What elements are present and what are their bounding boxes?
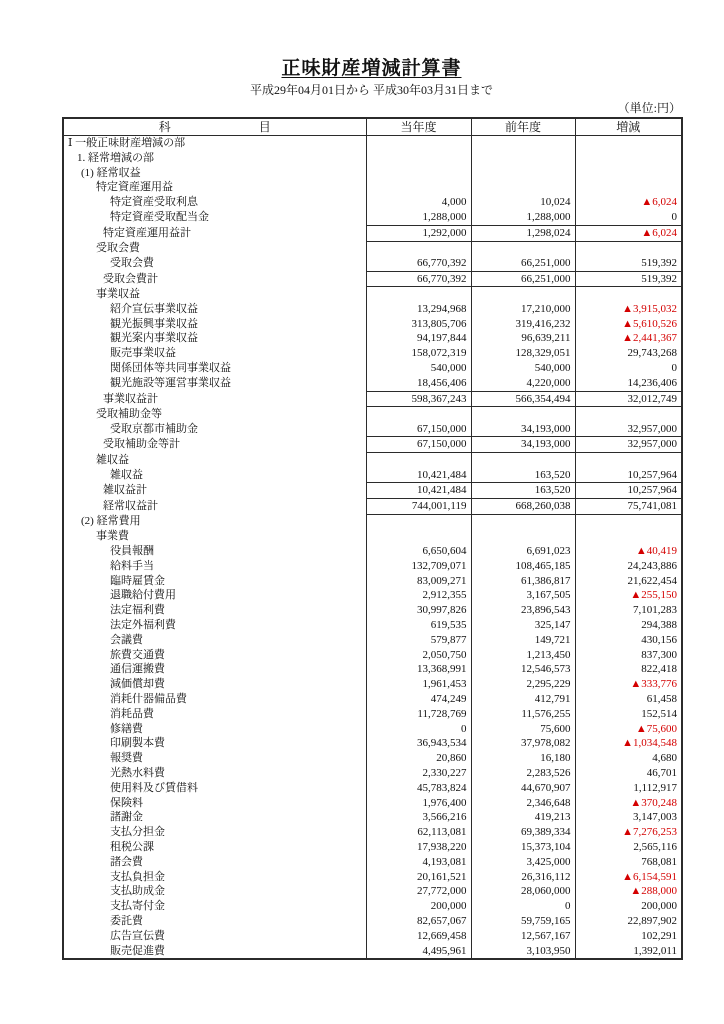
table-row — [63, 840, 682, 855]
table-row — [63, 648, 682, 663]
cell-previous: 28,060,000 — [471, 884, 575, 899]
page-title: 正味財産増減計算書 — [281, 58, 462, 79]
cell-change: 519,392 — [575, 256, 682, 271]
cell-current: 474,249 — [366, 692, 471, 707]
cell-change: 0 — [575, 361, 682, 376]
cell-previous — [471, 529, 575, 544]
table-row — [63, 256, 682, 271]
cell-current: 158,072,319 — [366, 346, 471, 361]
cell-current: 10,421,484 — [366, 468, 471, 483]
cell-change: 10,257,964 — [575, 468, 682, 483]
cell-current: 4,193,081 — [366, 855, 471, 870]
cell-change — [575, 180, 682, 195]
cell-current: 540,000 — [366, 361, 471, 376]
cell-current: 62,113,081 — [366, 825, 471, 840]
cell-current: 6,650,604 — [366, 544, 471, 559]
table-row — [63, 559, 682, 574]
row-label: 紹介宣伝事業収益 — [110, 302, 198, 315]
cell-previous: 61,386,817 — [471, 574, 575, 589]
table-row — [63, 677, 682, 692]
table-row — [63, 151, 682, 166]
row-label: 保険料 — [110, 796, 143, 809]
cell-change: 29,743,268 — [575, 346, 682, 361]
table-row — [63, 810, 682, 825]
cell-change: 7,101,283 — [575, 603, 682, 618]
cell-change: ▲6,154,591 — [575, 870, 682, 885]
table-row — [63, 407, 682, 422]
cell-current: 45,783,824 — [366, 781, 471, 796]
row-label: 租税公課 — [110, 840, 154, 853]
cell-previous: 419,213 — [471, 810, 575, 825]
cell-change: 1,392,011 — [575, 944, 682, 960]
cell-change: 32,957,000 — [575, 437, 682, 453]
row-label: 受取会費 — [96, 242, 140, 255]
table-row — [63, 483, 682, 499]
cell-previous: 2,346,648 — [471, 796, 575, 811]
cell-change: 519,392 — [575, 271, 682, 287]
cell-previous: 108,465,185 — [471, 559, 575, 574]
header-item-right: 目 — [258, 119, 271, 134]
table-row — [63, 391, 682, 407]
cell-current: 67,150,000 — [366, 422, 471, 437]
table-body — [63, 135, 682, 959]
table-row — [63, 692, 682, 707]
table-row — [63, 766, 682, 781]
cell-current — [366, 514, 471, 529]
cell-current: 20,161,521 — [366, 870, 471, 885]
cell-change: ▲370,248 — [575, 796, 682, 811]
column-header-item — [63, 118, 366, 136]
table-row — [63, 855, 682, 870]
cell-current: 3,566,216 — [366, 810, 471, 825]
row-label: 特定資産運用益 — [96, 181, 173, 194]
table-row — [63, 574, 682, 589]
table-row — [63, 722, 682, 737]
cell-current: 1,961,453 — [366, 677, 471, 692]
table-row — [63, 662, 682, 677]
cell-previous: 37,978,082 — [471, 736, 575, 751]
cell-previous — [471, 151, 575, 166]
cell-change — [575, 514, 682, 529]
cell-previous: 566,354,494 — [471, 391, 575, 407]
cell-current: 27,772,000 — [366, 884, 471, 899]
cell-current — [366, 166, 471, 181]
cell-change: 46,701 — [575, 766, 682, 781]
cell-current — [366, 287, 471, 302]
table-row — [63, 453, 682, 468]
row-label: 経常収益計 — [103, 500, 158, 513]
cell-change: ▲40,419 — [575, 544, 682, 559]
cell-current: 579,877 — [366, 633, 471, 648]
cell-current: 13,368,991 — [366, 662, 471, 677]
table-row — [63, 241, 682, 256]
statement-table — [62, 117, 683, 960]
table-row — [63, 135, 682, 150]
row-label: 事業費 — [96, 530, 129, 543]
row-label: 広告宣伝費 — [110, 929, 165, 942]
cell-current: 598,367,243 — [366, 391, 471, 407]
row-label: 役員報酬 — [110, 545, 154, 557]
cell-previous — [471, 514, 575, 529]
period-text: 平成29年04月01日から 平成30年03月31日まで — [249, 82, 493, 97]
cell-change: 21,622,454 — [575, 574, 682, 589]
table-row — [63, 618, 682, 633]
row-label: 特定資産運用益計 — [103, 226, 191, 239]
table-row — [63, 736, 682, 751]
table-row — [63, 603, 682, 618]
row-label: 通信運搬費 — [110, 663, 165, 676]
cell-current: 36,943,534 — [366, 736, 471, 751]
cell-previous: 2,295,229 — [471, 677, 575, 692]
cell-change: 4,680 — [575, 751, 682, 766]
cell-change: ▲3,915,032 — [575, 302, 682, 317]
cell-change — [575, 407, 682, 422]
row-label: 受取京都市補助金 — [110, 422, 198, 435]
cell-previous — [471, 135, 575, 150]
unit-note: （単位:円） — [617, 101, 681, 116]
cell-current: 2,330,227 — [366, 766, 471, 781]
cell-previous — [471, 453, 575, 468]
cell-previous: 16,180 — [471, 751, 575, 766]
cell-previous: 2,283,526 — [471, 766, 575, 781]
row-label: 報奨費 — [110, 752, 143, 765]
cell-previous — [471, 407, 575, 422]
table-row — [63, 468, 682, 483]
row-label: 受取補助金等 — [96, 407, 162, 420]
cell-current — [366, 529, 471, 544]
cell-current: 200,000 — [366, 899, 471, 914]
cell-previous: 10,024 — [471, 195, 575, 210]
row-label: 支払寄付金 — [110, 900, 165, 913]
row-label: 事業収益計 — [103, 392, 158, 405]
cell-previous: 3,425,000 — [471, 855, 575, 870]
cell-current — [366, 407, 471, 422]
cell-change: 0 — [575, 210, 682, 225]
cell-current: 0 — [366, 722, 471, 737]
table-row — [63, 180, 682, 195]
cell-current: 66,770,392 — [366, 271, 471, 287]
cell-current: 1,976,400 — [366, 796, 471, 811]
cell-change — [575, 287, 682, 302]
cell-change: 2,565,116 — [575, 840, 682, 855]
cell-change: ▲5,610,526 — [575, 317, 682, 332]
table-row — [63, 499, 682, 515]
cell-previous: 6,691,023 — [471, 544, 575, 559]
cell-current: 20,860 — [366, 751, 471, 766]
row-label: 受取会費 — [110, 257, 154, 270]
cell-previous: 66,251,000 — [471, 271, 575, 287]
cell-current — [366, 241, 471, 256]
cell-change: ▲288,000 — [575, 884, 682, 899]
row-label: (2) 経常費用 — [81, 515, 141, 528]
cell-change — [575, 529, 682, 544]
row-label: 観光案内事業収益 — [110, 332, 198, 345]
table-row — [63, 781, 682, 796]
document-content — [62, 58, 681, 960]
cell-current: 11,728,769 — [366, 707, 471, 722]
cell-change — [575, 135, 682, 150]
cell-current: 82,657,067 — [366, 914, 471, 929]
cell-change: 24,243,886 — [575, 559, 682, 574]
cell-current: 94,197,844 — [366, 331, 471, 346]
row-label: 雑収益計 — [103, 484, 147, 497]
cell-previous: 12,546,573 — [471, 662, 575, 677]
row-label: 受取補助金等計 — [103, 438, 180, 451]
cell-current — [366, 135, 471, 150]
table-row — [63, 944, 682, 960]
table-row — [63, 302, 682, 317]
cell-change: 14,236,406 — [575, 376, 682, 391]
column-header-change: 増減 — [575, 118, 682, 136]
cell-previous: 34,193,000 — [471, 422, 575, 437]
table-row — [63, 633, 682, 648]
cell-current: 17,938,220 — [366, 840, 471, 855]
cell-current: 13,294,968 — [366, 302, 471, 317]
cell-current: 10,421,484 — [366, 483, 471, 499]
cell-change: 22,897,902 — [575, 914, 682, 929]
row-label: 雑収益 — [110, 468, 143, 481]
cell-current: 744,001,119 — [366, 499, 471, 515]
cell-change — [575, 151, 682, 166]
cell-current: 12,669,458 — [366, 929, 471, 944]
row-label: 販売促進費 — [110, 944, 165, 957]
cell-current — [366, 151, 471, 166]
table-row — [63, 317, 682, 332]
row-label: 退職給付費用 — [110, 589, 176, 602]
cell-change: ▲2,441,367 — [575, 331, 682, 346]
cell-change: 10,257,964 — [575, 483, 682, 499]
cell-previous: 668,260,038 — [471, 499, 575, 515]
cell-previous: 15,373,104 — [471, 840, 575, 855]
cell-previous: 0 — [471, 899, 575, 914]
cell-current: 1,288,000 — [366, 210, 471, 225]
cell-change: 294,388 — [575, 618, 682, 633]
table-row — [63, 751, 682, 766]
cell-previous: 128,329,051 — [471, 346, 575, 361]
cell-change: 75,741,081 — [575, 499, 682, 515]
cell-previous: 3,167,505 — [471, 588, 575, 603]
table-row — [63, 529, 682, 544]
cell-change: 430,156 — [575, 633, 682, 648]
table-row — [63, 225, 682, 241]
cell-previous: 44,670,907 — [471, 781, 575, 796]
cell-current: 18,456,406 — [366, 376, 471, 391]
cell-change: 32,957,000 — [575, 422, 682, 437]
cell-previous: 23,896,543 — [471, 603, 575, 618]
cell-change — [575, 453, 682, 468]
row-label: (1) 経常収益 — [81, 166, 141, 179]
cell-previous: 66,251,000 — [471, 256, 575, 271]
cell-previous: 4,220,000 — [471, 376, 575, 391]
cell-change: ▲7,276,253 — [575, 825, 682, 840]
table-row — [63, 437, 682, 453]
cell-previous: 11,576,255 — [471, 707, 575, 722]
row-label: 関係団体等共同事業収益 — [110, 361, 231, 374]
table-row — [63, 422, 682, 437]
row-label: 諸会費 — [110, 855, 143, 868]
row-label: 会議費 — [110, 633, 143, 646]
cell-current: 83,009,271 — [366, 574, 471, 589]
cell-previous — [471, 287, 575, 302]
cell-previous: 3,103,950 — [471, 944, 575, 960]
cell-previous: 69,389,334 — [471, 825, 575, 840]
column-header-current: 当年度 — [366, 118, 471, 136]
row-label: 委託費 — [110, 914, 143, 927]
row-label: 光熱水料費 — [110, 766, 165, 779]
row-label: 支払分担金 — [110, 826, 165, 839]
row-label: 販売事業収益 — [110, 347, 176, 360]
table-row — [63, 346, 682, 361]
cell-previous: 1,213,450 — [471, 648, 575, 663]
cell-previous: 319,416,232 — [471, 317, 575, 332]
table-row — [63, 514, 682, 529]
table-row — [63, 376, 682, 391]
cell-previous: 325,147 — [471, 618, 575, 633]
cell-previous: 163,520 — [471, 468, 575, 483]
cell-change: 837,300 — [575, 648, 682, 663]
table-row — [63, 361, 682, 376]
cell-change: 61,458 — [575, 692, 682, 707]
cell-current: 66,770,392 — [366, 256, 471, 271]
cell-change: 200,000 — [575, 899, 682, 914]
cell-change: ▲255,150 — [575, 588, 682, 603]
table-row — [63, 287, 682, 302]
cell-change: 822,418 — [575, 662, 682, 677]
cell-change: ▲1,034,548 — [575, 736, 682, 751]
table-row — [63, 588, 682, 603]
cell-previous — [471, 180, 575, 195]
row-label: 雑収益 — [96, 453, 129, 466]
row-label: 修繕費 — [110, 722, 143, 735]
table-row — [63, 899, 682, 914]
cell-previous: 26,316,112 — [471, 870, 575, 885]
row-label: 諸謝金 — [110, 811, 143, 824]
cell-current: 1,292,000 — [366, 225, 471, 241]
row-label: 観光振興事業収益 — [110, 317, 198, 330]
cell-change — [575, 166, 682, 181]
cell-change: 768,081 — [575, 855, 682, 870]
row-label: 特定資産受取配当金 — [110, 211, 209, 224]
table-row — [63, 825, 682, 840]
cell-previous: 149,721 — [471, 633, 575, 648]
cell-previous: 34,193,000 — [471, 437, 575, 453]
cell-current — [366, 180, 471, 195]
row-label: 特定資産受取利息 — [110, 196, 198, 209]
cell-change: 1,112,917 — [575, 781, 682, 796]
cell-change: 3,147,003 — [575, 810, 682, 825]
table-row — [63, 870, 682, 885]
table-row — [63, 271, 682, 287]
cell-previous: 75,600 — [471, 722, 575, 737]
cell-previous: 96,639,211 — [471, 331, 575, 346]
cell-previous: 12,567,167 — [471, 929, 575, 944]
row-label: 観光施設等運営事業収益 — [110, 376, 231, 389]
cell-current: 313,805,706 — [366, 317, 471, 332]
cell-change — [575, 241, 682, 256]
cell-change: ▲6,024 — [575, 225, 682, 241]
row-label: 受取会費計 — [103, 272, 158, 285]
row-label: 法定外福利費 — [110, 618, 176, 631]
table-row — [63, 544, 682, 559]
row-label: 支払負担金 — [110, 870, 165, 883]
row-label: 消耗品費 — [110, 707, 154, 720]
cell-previous — [471, 241, 575, 256]
table-row — [63, 195, 682, 210]
cell-current: 67,150,000 — [366, 437, 471, 453]
cell-current — [366, 453, 471, 468]
row-label: 支払助成金 — [110, 885, 165, 898]
cell-current: 4,495,961 — [366, 944, 471, 960]
cell-change: ▲6,024 — [575, 195, 682, 210]
table-row — [63, 929, 682, 944]
cell-previous: 163,520 — [471, 483, 575, 499]
cell-previous: 17,210,000 — [471, 302, 575, 317]
cell-change: 102,291 — [575, 929, 682, 944]
cell-previous: 1,288,000 — [471, 210, 575, 225]
table-row — [63, 884, 682, 899]
row-label: 消耗什器備品費 — [110, 692, 187, 705]
row-label: 旅費交通費 — [110, 648, 165, 661]
cell-change: ▲333,776 — [575, 677, 682, 692]
row-label: 法定福利費 — [110, 604, 165, 617]
cell-previous: 59,759,165 — [471, 914, 575, 929]
row-label: 1. 経常増減の部 — [77, 151, 154, 164]
cell-previous: 412,791 — [471, 692, 575, 707]
cell-current: 132,709,071 — [366, 559, 471, 574]
cell-previous — [471, 166, 575, 181]
table-row — [63, 166, 682, 181]
table-header-row — [63, 118, 682, 136]
table-row — [63, 331, 682, 346]
column-header-previous: 前年度 — [471, 118, 575, 136]
table-row — [63, 210, 682, 225]
cell-current: 2,912,355 — [366, 588, 471, 603]
row-label: 使用料及び賃借料 — [110, 781, 198, 794]
cell-change: 32,012,749 — [575, 391, 682, 407]
cell-change: ▲75,600 — [575, 722, 682, 737]
header-item-left: 科 — [158, 119, 171, 134]
cell-previous: 1,298,024 — [471, 225, 575, 241]
cell-change: 152,514 — [575, 707, 682, 722]
cell-current: 2,050,750 — [366, 648, 471, 663]
table-row — [63, 707, 682, 722]
cell-previous: 540,000 — [471, 361, 575, 376]
cell-current: 30,997,826 — [366, 603, 471, 618]
cell-current: 619,535 — [366, 618, 471, 633]
row-label: Ⅰ 一般正味財産増減の部 — [68, 136, 186, 149]
table-row — [63, 914, 682, 929]
row-label: 給料手当 — [110, 559, 154, 572]
row-label: 印刷製本費 — [110, 737, 165, 750]
row-label: 臨時雇賃金 — [110, 574, 165, 587]
cell-current: 4,000 — [366, 195, 471, 210]
table-row — [63, 796, 682, 811]
row-label: 事業収益 — [96, 287, 140, 300]
row-label: 減価償却費 — [110, 678, 165, 691]
